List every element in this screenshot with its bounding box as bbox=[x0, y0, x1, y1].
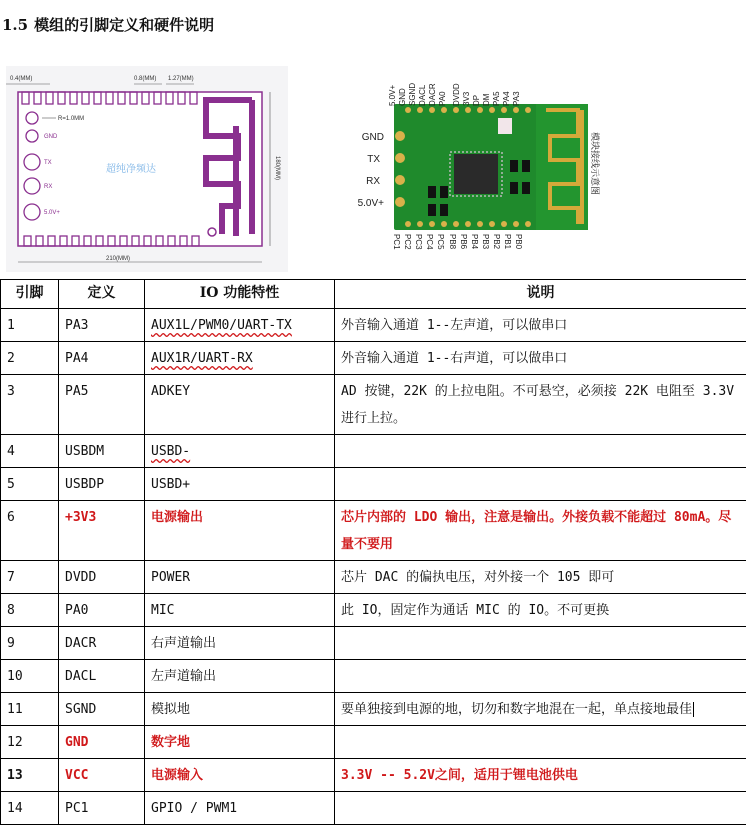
cell-def: PA0 bbox=[59, 594, 145, 627]
drawing-watermark: 超纯净频达 bbox=[106, 162, 156, 175]
cell-io: 左声道输出 bbox=[145, 660, 335, 693]
pcb-top-label: DACL bbox=[418, 84, 427, 106]
cell-def: DACR bbox=[59, 627, 145, 660]
cell-pin: 4 bbox=[1, 435, 59, 468]
cell-pin: 6 bbox=[1, 501, 59, 561]
dim-top-right: 1.27(MM) bbox=[168, 76, 194, 82]
table-row bbox=[1, 660, 746, 693]
header-io-function: IO 功能特性 bbox=[145, 280, 335, 309]
cell-io: ADKEY bbox=[145, 375, 335, 435]
cell-def: USBDM bbox=[59, 435, 145, 468]
dim-top-mid: 0.8(MM) bbox=[134, 76, 156, 82]
pcb-top-label: DVDD bbox=[452, 83, 461, 106]
section-heading bbox=[2, 14, 214, 35]
drawing-pin-rx: RX bbox=[44, 184, 52, 190]
pcb-bottom-label: PB2 bbox=[492, 234, 501, 250]
table-row bbox=[1, 468, 746, 501]
dim-top-left: 0.4(MM) bbox=[10, 76, 32, 82]
cell-def: SGND bbox=[59, 693, 145, 726]
cell-def: PA3 bbox=[59, 309, 145, 342]
pcb-photo bbox=[350, 62, 650, 262]
cell-desc bbox=[335, 435, 746, 468]
cell-io: 电源输入 bbox=[145, 759, 335, 792]
cell-desc: 3.3V -- 5.2V之间，适用于锂电池供电 bbox=[335, 759, 746, 792]
pcb-top-label: PA0 bbox=[438, 91, 447, 106]
header-definition: 定义 bbox=[59, 280, 145, 309]
cell-desc: 芯片 DAC 的偏执电压，对外接一个 105 即可 bbox=[335, 561, 746, 594]
pcb-bottom-label: PC2 bbox=[403, 234, 412, 250]
cell-pin: 10 bbox=[1, 660, 59, 693]
table-row bbox=[1, 435, 746, 468]
table-row bbox=[1, 561, 746, 594]
pcb-top-label: 3V3 bbox=[462, 91, 471, 106]
table-row bbox=[1, 759, 746, 792]
table-row bbox=[1, 594, 746, 627]
table-row bbox=[1, 726, 746, 759]
cell-io bbox=[145, 342, 335, 375]
pcb-top-label: DACR bbox=[428, 83, 437, 106]
cell-def: DVDD bbox=[59, 561, 145, 594]
dim-hole: R=1.0MM bbox=[58, 116, 84, 122]
cell-io: GPIO / PWM1 bbox=[145, 792, 335, 825]
cell-pin: 13 bbox=[1, 759, 59, 792]
table-row bbox=[1, 792, 746, 825]
pcb-bottom-label: PB0 bbox=[514, 234, 523, 250]
dim-bottom: 210(MM) bbox=[106, 256, 130, 262]
cell-desc: 此 IO，固定作为通话 MIC 的 IO。不可更换 bbox=[335, 594, 746, 627]
pcb-bottom-label: PC4 bbox=[425, 234, 434, 250]
cell-io-text: AUX1L/PWM0/UART-TX bbox=[151, 318, 292, 333]
pcb-bottom-label: PB4 bbox=[470, 234, 479, 250]
cell-pin: 7 bbox=[1, 561, 59, 594]
cell-desc bbox=[335, 792, 746, 825]
pcb-bottom-label: PB8 bbox=[448, 234, 457, 250]
cell-pin: 1 bbox=[1, 309, 59, 342]
cell-def: DACL bbox=[59, 660, 145, 693]
pcb-bottom-label: PC5 bbox=[436, 234, 445, 250]
drawing-pin-gnd: GND bbox=[44, 134, 58, 140]
pcb-bottom-label: PB6 bbox=[459, 234, 468, 250]
cell-def: PA5 bbox=[59, 375, 145, 435]
table-row bbox=[1, 693, 746, 726]
cell-desc-text: 要单独接到电源的地，切勿和数字地混在一起，单点接地最佳 bbox=[341, 702, 692, 717]
cell-io: 电源输出 bbox=[145, 501, 335, 561]
table-header-row bbox=[1, 280, 746, 309]
cell-desc bbox=[335, 726, 746, 759]
cell-def: USBDP bbox=[59, 468, 145, 501]
pcb-bottom-label: PC1 bbox=[392, 234, 401, 250]
cell-io: 右声道输出 bbox=[145, 627, 335, 660]
header-description: 说明 bbox=[335, 280, 746, 309]
pcb-side-5v: 5.0V+ bbox=[358, 198, 385, 209]
pcb-top-label: PA5 bbox=[492, 91, 501, 106]
cell-desc: AD 按键，22K 的上拉电阻。不可悬空，必须接 22K 电阻至 3.3V 进行上拉。 bbox=[335, 375, 746, 435]
cell-io: 数字地 bbox=[145, 726, 335, 759]
pcb-bottom-label: PC3 bbox=[414, 234, 423, 250]
cell-desc: 外音输入通道 1--右声道，可以做串口 bbox=[335, 342, 746, 375]
cell-pin: 3 bbox=[1, 375, 59, 435]
table-row bbox=[1, 309, 746, 342]
cell-def: VCC bbox=[59, 759, 145, 792]
cell-pin: 2 bbox=[1, 342, 59, 375]
cell-desc: 外音输入通道 1--左声道，可以做串口 bbox=[335, 309, 746, 342]
table-row bbox=[1, 501, 746, 561]
cell-pin: 9 bbox=[1, 627, 59, 660]
cell-pin: 11 bbox=[1, 693, 59, 726]
table-row bbox=[1, 375, 746, 435]
cell-io bbox=[145, 309, 335, 342]
cell-desc bbox=[335, 660, 746, 693]
cell-pin: 14 bbox=[1, 792, 59, 825]
pcb-bottom-label: PB3 bbox=[481, 234, 490, 250]
cell-def: +3V3 bbox=[59, 501, 145, 561]
header-pin: 引脚 bbox=[1, 280, 59, 309]
pin-definition-table bbox=[0, 279, 746, 825]
cell-def: PC1 bbox=[59, 792, 145, 825]
pcb-top-label: PA3 bbox=[512, 91, 521, 106]
cell-desc: 芯片内部的 LDO 输出，注意是输出。外接负载不能超过 80mA。尽量不要用 bbox=[335, 501, 746, 561]
cell-io-text: USBD- bbox=[151, 444, 190, 459]
cell-pin: 8 bbox=[1, 594, 59, 627]
pcb-top-label: SGND bbox=[408, 83, 417, 106]
pcb-top-label: PA4 bbox=[502, 91, 511, 106]
cell-io bbox=[145, 435, 335, 468]
cell-io: USBD+ bbox=[145, 468, 335, 501]
cell-desc bbox=[335, 627, 746, 660]
section-title: 模组的引脚定义和硬件说明 bbox=[34, 16, 214, 34]
pcb-side-tx: TX bbox=[367, 154, 380, 165]
drawing-pin-tx: TX bbox=[44, 160, 52, 166]
pcb-side-rx: RX bbox=[366, 176, 380, 187]
cell-desc[interactable] bbox=[335, 693, 746, 726]
pcb-top-label: GND bbox=[398, 88, 407, 106]
text-cursor bbox=[693, 702, 694, 717]
cell-io: POWER bbox=[145, 561, 335, 594]
pcb-top-label: 5.0V+ bbox=[388, 85, 397, 106]
cell-io: 模拟地 bbox=[145, 693, 335, 726]
table-row bbox=[1, 342, 746, 375]
section-number: 1.5 bbox=[2, 16, 28, 34]
cell-pin: 12 bbox=[1, 726, 59, 759]
pcb-antenna-caption: 模块接线示意图 bbox=[589, 132, 601, 195]
cell-io-text: AUX1R/UART-RX bbox=[151, 351, 253, 366]
module-outline-drawing bbox=[6, 66, 288, 272]
cell-def: PA4 bbox=[59, 342, 145, 375]
pcb-bottom-label: PB1 bbox=[503, 234, 512, 250]
pcb-top-label: DP bbox=[472, 95, 481, 106]
cell-io: MIC bbox=[145, 594, 335, 627]
cell-pin: 5 bbox=[1, 468, 59, 501]
drawing-pin-5v: 5.0V+ bbox=[44, 210, 60, 216]
pcb-side-gnd: GND bbox=[362, 132, 384, 143]
pcb-top-label: DM bbox=[482, 93, 491, 106]
cell-def: GND bbox=[59, 726, 145, 759]
dim-right: 180(MM) bbox=[274, 156, 280, 180]
cell-desc bbox=[335, 468, 746, 501]
table-row bbox=[1, 627, 746, 660]
